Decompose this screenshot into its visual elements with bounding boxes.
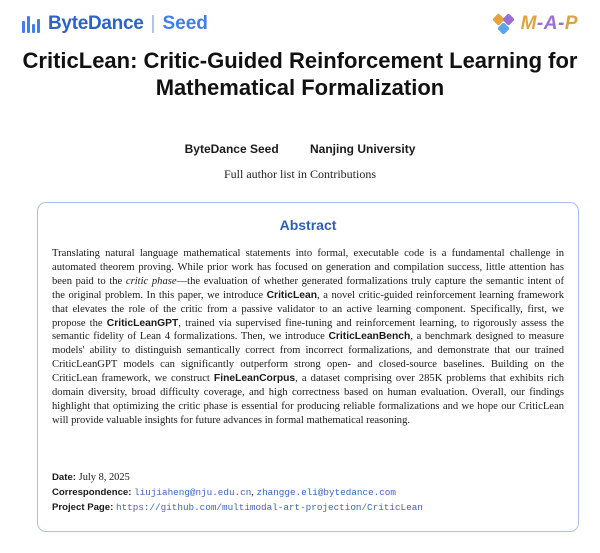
full-author-note: Full author list in Contributions xyxy=(223,167,376,181)
bytedance-seed-logo xyxy=(22,12,208,36)
map-emblem-icon xyxy=(492,13,518,35)
criticlean-term: CriticLean xyxy=(266,289,317,301)
seed-wordmark: Seed xyxy=(162,13,208,34)
abstract-body: Translating natural language mathematical statements into formal, executable code is a fundamental challenge in automated theorem proving. While prior work has focused on generation and compilation success, little attention has been paid to the critic phase—the evaluation of whether generated formalizations truly capture the semantic intent of the original problem. In this paper, we introduce CriticLean, a novel critic-guided reinforcement learning framework that elevates the role of the critic from a passive validator to an active learning component. Specifically, first, we propose the CriticLeanGPT, trained via supervised fine-tuning and reinforcement learning, to rigorously assess the semantic fidelity of Lean 4 formalizations. Then, we introduce CriticLeanBench, a benchmark designed to measure models' ability to distinguish semantically correct from incorrect formalizations, and demonstrate that our trained CriticLeanGPT models can significantly outperform strong open- and closed-source baselines. Building on the CriticLean framework, we construct FineLeanCorpus, a dataset comprising over 285K problems that exhibits rich domain diversity, broad difficulty coverage, and high correctness based on human evaluation. Overall, our findings highlight that optimizing the critic phase is essential for producing reliable formalizations and we hope our CriticLean will provide valuable insights for future advances in formal mathematical reasoning. xyxy=(52,248,564,426)
paper-title-line-1: CriticLean: Critic-Guided Reinforcement Learning for xyxy=(22,48,578,73)
date-line xyxy=(52,472,568,484)
paper-title xyxy=(0,47,600,101)
logo-separator: | xyxy=(150,13,156,34)
project-page-label: Project Page: xyxy=(52,502,114,513)
critic-phase-emphasis: critic phase xyxy=(125,275,177,287)
fineleancorpus-term: FineLeanCorpus xyxy=(213,373,296,385)
criticleangpt-term: CriticLeanGPT xyxy=(106,317,179,329)
affiliations xyxy=(0,142,600,156)
correspondence-label: Correspondence: xyxy=(52,487,132,498)
map-logo xyxy=(492,12,578,36)
date-value: July 8, 2025 xyxy=(78,472,130,483)
affiliation-nanjing-university: Nanjing University xyxy=(310,142,416,156)
abstract-heading: Abstract xyxy=(279,217,337,233)
date-label: Date: xyxy=(52,472,76,483)
map-wordmark: M-A-P xyxy=(520,13,578,34)
abstract-box xyxy=(37,202,579,532)
correspondence-line: Correspondence: liujiaheng@nju.edu.cn, zhangge.eli@bytedance.com xyxy=(52,487,396,498)
criticleanbench-term: CriticLeanBench xyxy=(328,331,411,343)
project-page-line xyxy=(52,502,568,514)
project-page-link[interactable]: https://github.com/multimodal-art-projection/CriticLean xyxy=(116,502,423,513)
affiliation-bytedance-seed: ByteDance Seed xyxy=(184,142,279,156)
paper-title-line-2: Mathematical Formalization xyxy=(155,75,445,100)
email-link-liujiaheng[interactable]: liujiaheng@nju.edu.cn xyxy=(134,487,252,498)
bytedance-wordmark: ByteDance xyxy=(48,13,144,34)
email-link-zhangge[interactable]: zhangge.eli@bytedance.com xyxy=(256,487,396,498)
bytedance-bars-icon xyxy=(22,15,42,33)
